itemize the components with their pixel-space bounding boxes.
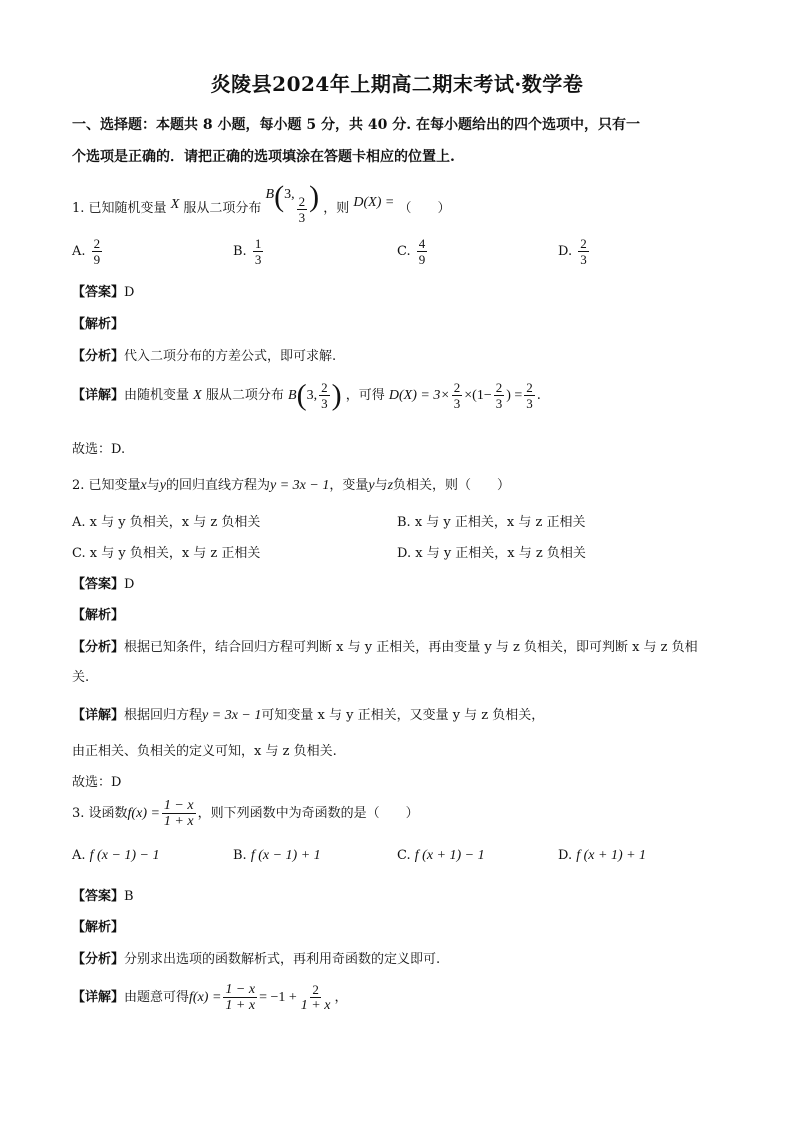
question-3-stem: 3. 设函数f(x) = $\frac{1 - x}{1 + x}$ ，则下列函数中为奇函数的是（ ） — [72, 798, 419, 829]
q1-option-d[interactable]: D. $\frac{2}{3}$ — [558, 236, 587, 267]
q1-answer: 【答案】D — [72, 285, 135, 300]
q1-fenxi: 【分析】代入二项分布的方差公式，即可求解. — [72, 349, 337, 364]
q2-option-b[interactable]: B. x 与 y 正相关，x 与 z 正相关 — [397, 515, 586, 530]
section-instructions-line1: 一、选择题：本题共 8 小题，每小题 5 分，共 40 分. 在每小题给出的四个选项中，只有一 — [72, 117, 640, 133]
q1-option-c[interactable]: C. $\frac{4}{9}$ — [397, 236, 426, 267]
q1-choose: 故选：D. — [72, 442, 126, 457]
q1-detail: 【详解】由随机变量 X 服从二项分布 B(3, $\frac{2}{3}$ ) ，可得 D(X) = 3× $\frac{2}{3}$ ×(1− $\frac{2}{3}$ ) = $\frac{2}{3}$ . — [72, 378, 541, 412]
q2-detail-line2: 由正相关、负相关的定义可知，x 与 z 负相关. — [72, 744, 337, 759]
q3-option-d[interactable]: D. f (x + 1) + 1 — [558, 848, 647, 863]
q2-fenxi-line1: 【分析】根据已知条件，结合回归方程可判断 x 与 y 正相关，再由变量 y 与 z 负相关，即可判断 x 与 z 负相 — [72, 640, 698, 655]
q1-option-a[interactable]: A. $\frac{2}{9}$ — [72, 236, 101, 267]
q1-analysis-head: 【解析】 — [72, 317, 125, 332]
section-instructions-line2: 个选项是正确的．请把正确的选项填涂在答题卡相应的位置上. — [72, 149, 455, 165]
question-2-stem: 2. 已知变量x与y的回归直线方程为y = 3x − 1，变量y与z负相关，则（ ） — [72, 478, 511, 493]
q2-analysis-head: 【解析】 — [72, 608, 125, 623]
page-title: 炎陵县2024年上期高二期末考试·数学卷 — [210, 72, 584, 96]
q2-option-d[interactable]: D. x 与 y 正相关，x 与 z 负相关 — [397, 546, 586, 561]
q3-analysis-head: 【解析】 — [72, 920, 125, 935]
q2-fenxi-line2: 关. — [72, 670, 90, 685]
q3-option-b[interactable]: B. f (x − 1) + 1 — [233, 848, 321, 863]
q3-option-a[interactable]: A. f (x − 1) − 1 — [72, 848, 160, 863]
q2-option-c[interactable]: C. x 与 y 负相关，x 与 z 正相关 — [72, 546, 261, 561]
q2-choose: 故选：D — [72, 775, 122, 790]
q3-fenxi: 【分析】分别求出选项的函数解析式，再利用奇函数的定义即可. — [72, 952, 441, 967]
q2-option-a[interactable]: A. x 与 y 负相关，x 与 z 负相关 — [72, 515, 261, 530]
q2-answer: 【答案】D — [72, 577, 135, 592]
q3-option-c[interactable]: C. f (x + 1) − 1 — [397, 848, 485, 863]
question-1-stem: 1. 已知随机变量 X 服从二项分布 B(3, $\frac{2}{3}$ ) ，则 D(X) = （ ） — [72, 180, 451, 225]
q1-option-b[interactable]: B. $\frac{1}{3}$ — [233, 236, 262, 267]
q3-detail: 【详解】由题意可得f(x) = $\frac{1 - x}{1 + x}$ = −1 + $\frac{2}{1 + x}$ ， — [72, 982, 348, 1013]
q2-detail-line1: 【详解】根据回归方程y = 3x − 1可知变量 x 与 y 正相关，又变量 y 与 z 负相关， — [72, 708, 545, 723]
q3-answer: 【答案】B — [72, 889, 134, 904]
